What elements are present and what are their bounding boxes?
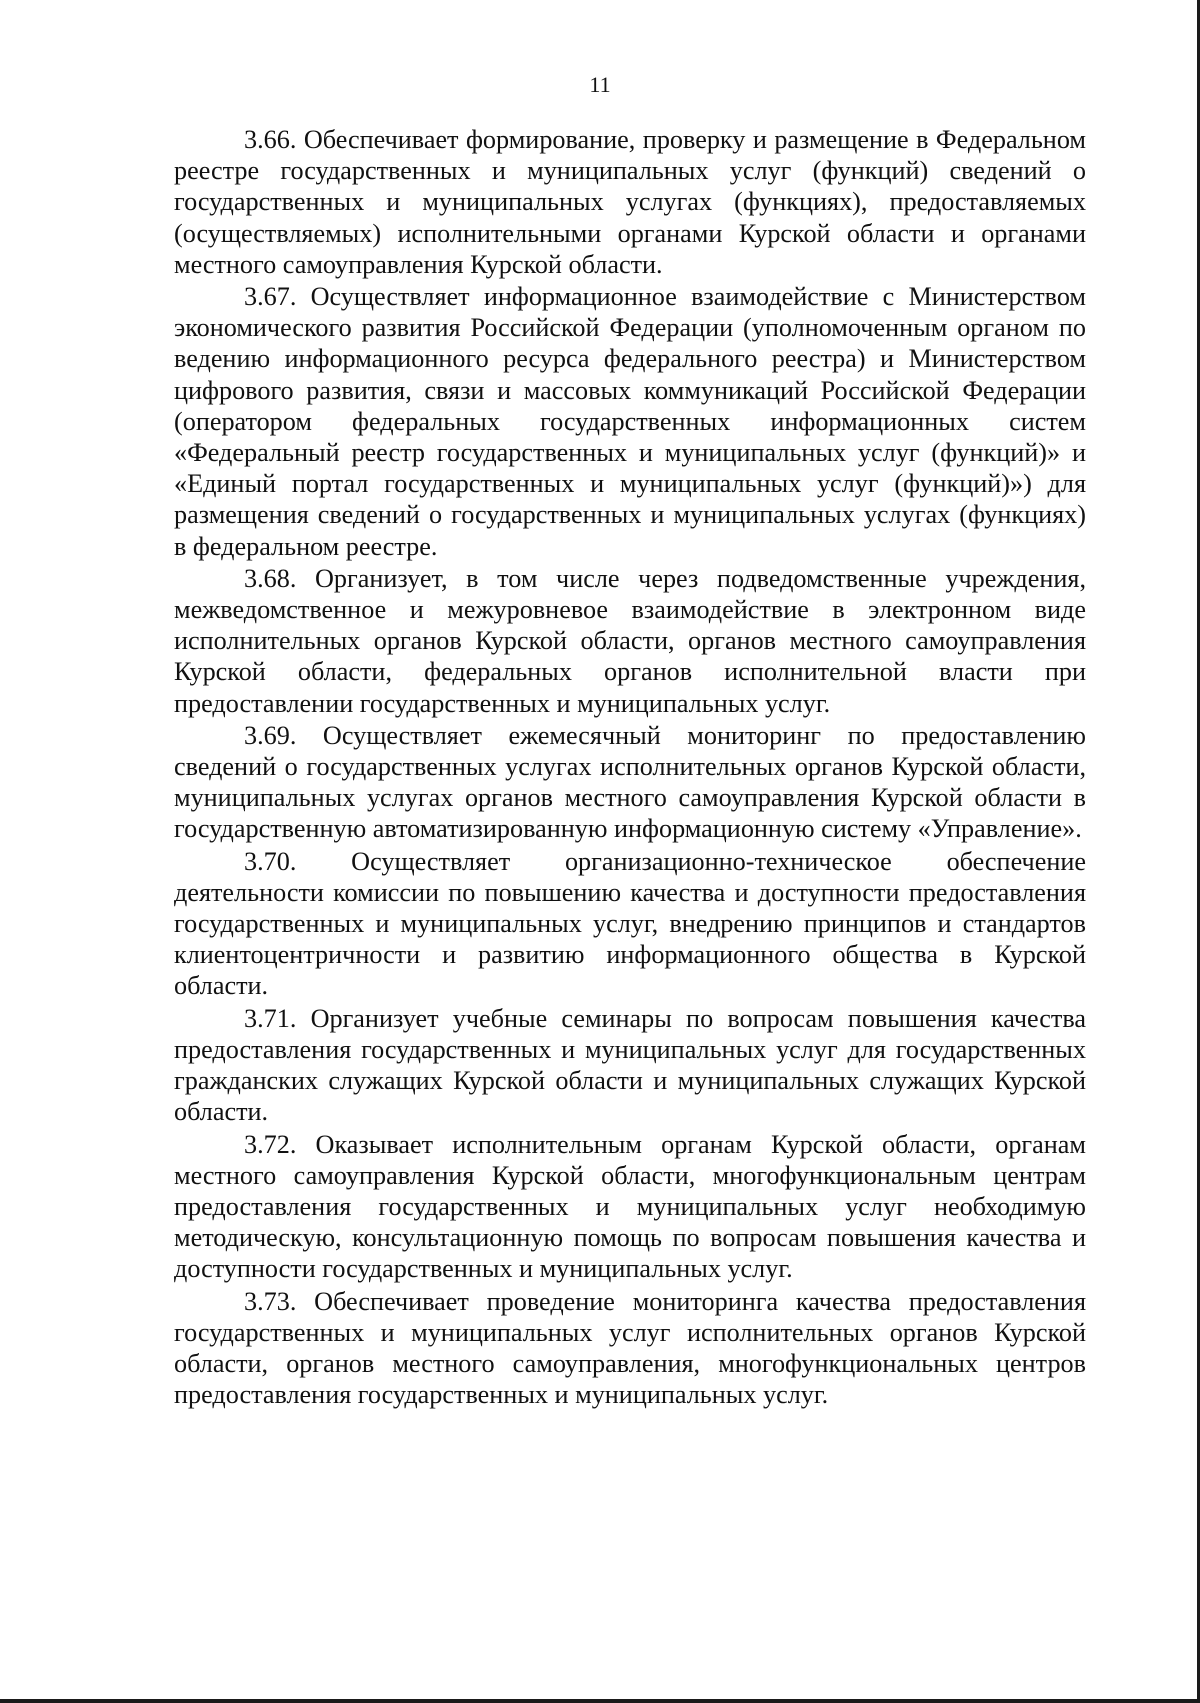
paragraph-3-70: 3.70. Осуществляет организационно-техническое обеспечение деятельности комиссии по повышению качества и доступности предоставления государственных и муниципальных услуг, внедрению принципов и стандартов клиентоцентричности и развитию информационного общества в Курской области. (174, 846, 1086, 1001)
paragraph-3-72: 3.72. Оказывает исполнительным органам Курской области, органам местного самоуправления Курской области, многофункциональным центрам предоставления государственных и муниципальных услуг необходимую методическую, консультационную помощь по вопросам повышения качества и доступности государственных и муниципальных услуг. (174, 1129, 1086, 1284)
paragraph-3-69: 3.69. Осуществляет ежемесячный мониторинг по предоставлению сведений о государственных услугах исполнительных органов Курской области, муниципальных услугах органов местного самоуправления Курской области в государственную автоматизированную информационную систему «Управление». (174, 720, 1086, 844)
scan-border-bottom (0, 1699, 1200, 1703)
paragraph-3-67: 3.67. Осуществляет информационное взаимодействие с Министерством экономического развития Российской Федерации (уполномоченным органом по ведению информационного ресурса федерального реестра) и Министерством цифрового развития, связи и массовых коммуникаций Российской Федерации (оператором федеральных государственных информационных систем «Федеральный реестр государственных и муниципальных услуг (функций)» и «Единый портал государственных и муниципальных услуг (функций)») для размещения сведений о государственных и муниципальных услугах (функциях) в федеральном реестре. (174, 282, 1086, 561)
document-body (174, 124, 1086, 1411)
paragraph-3-68: 3.68. Организует, в том числе через подведомственные учреждения, межведомственное и межуровневое взаимодействие в электронном виде исполнительных органов Курской области, органов местного самоуправления Курской области, федеральных органов исполнительной власти при предоставлении государственных и муниципальных услуг. (174, 563, 1086, 718)
paragraph-3-66: 3.66. Обеспечивает формирование, проверку и размещение в Федеральном реестре государственных и муниципальных услуг (функций) сведений о государственных и муниципальных услугах (функциях), предоставляемых (осуществляемых) исполнительными органами Курской области и органами местного самоуправления Курской области. (174, 125, 1086, 279)
page-number: 11 (589, 72, 611, 97)
paragraph-3-73: 3.73. Обеспечивает проведение мониторинга качества предоставления государственных и муниципальных услуг исполнительных органов Курской области, органов местного самоуправления, многофункциональных центров предоставления государственных и муниципальных услуг. (174, 1286, 1086, 1410)
paragraph-3-71: 3.71. Организует учебные семинары по вопросам повышения качества предоставления государственных и муниципальных услуг для государственных гражданских служащих Курской области и муниципальных служащих Курской области. (174, 1003, 1086, 1127)
